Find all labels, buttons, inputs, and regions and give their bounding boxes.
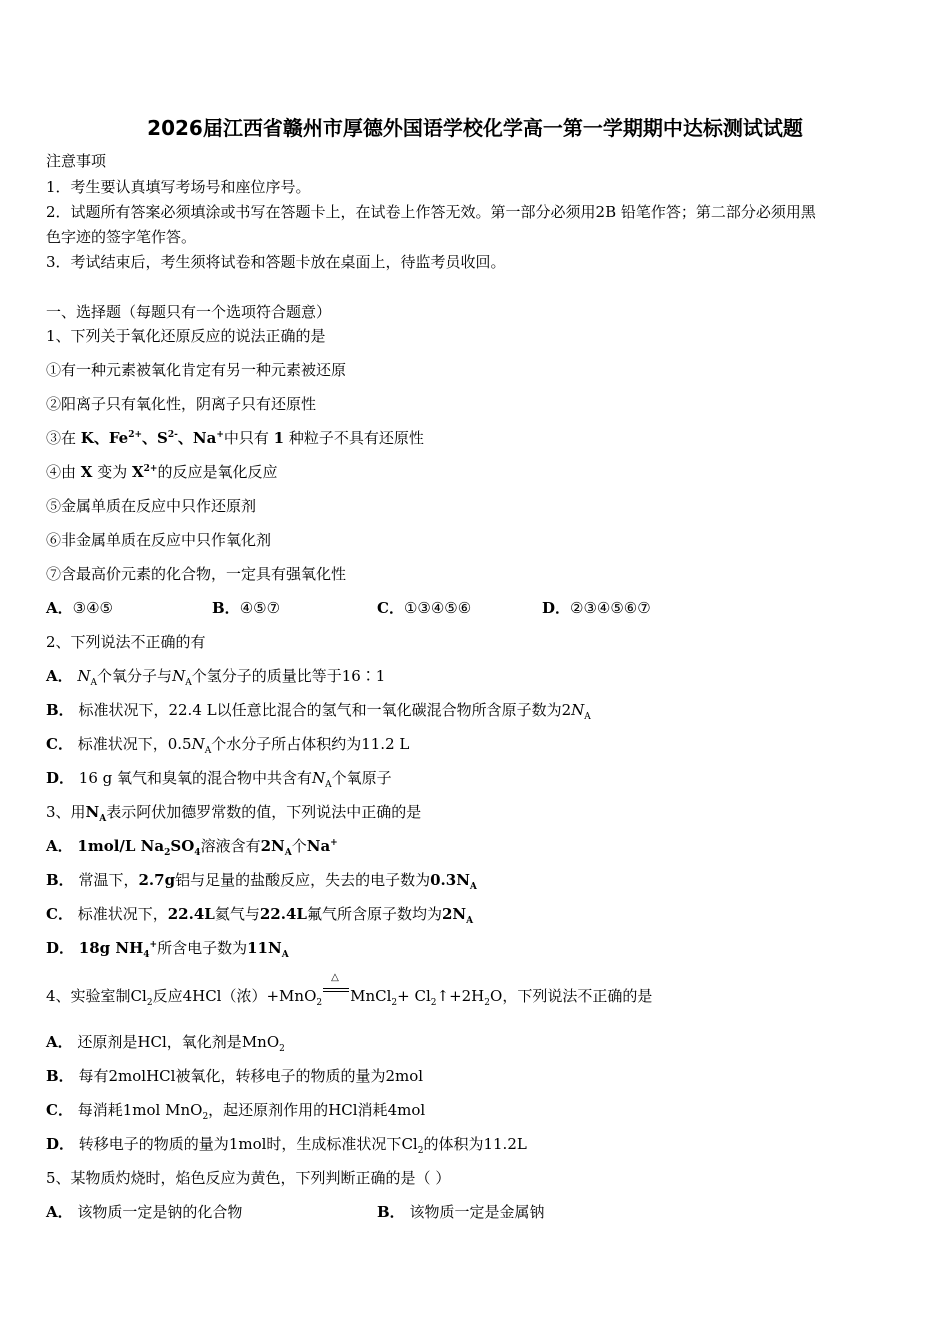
q1-option-a[interactable]: A．③④⑤ [46, 599, 113, 617]
section-heading: 一、选择题（每题只有一个选项符合题意） [46, 303, 332, 321]
q1-statement-7: ⑦含最高价元素的化合物，一定具有强氧化性 [46, 565, 347, 583]
q3-option-d[interactable]: D． 18g $NH_4^+$所含电子数为$11N_A$ [46, 939, 289, 960]
q2-option-a[interactable]: A． $N_A$个氧分子与$N_A$个氢分子的质量比等于16∶1 [46, 667, 386, 688]
q1-statement-6: ⑥非金属单质在反应中只作氧化剂 [46, 531, 272, 549]
q1-option-c[interactable]: C．①③④⑤⑥ [377, 599, 472, 617]
question-5-stem: 5、某物质灼烧时，焰色反应为黄色，下列判断正确的是（ ） [46, 1169, 451, 1187]
q1-statement-4: ④由 X 变为 $X^{2+}$的反应是氧化反应 [46, 463, 278, 481]
question-2-stem: 2、下列说法不正确的有 [46, 633, 206, 651]
q2-option-c[interactable]: C． 标准状况下，$0.5N_A$个水分子所占体积约为11.2 L [46, 735, 410, 756]
q4-option-c[interactable]: C． 每消耗1mol MnO$_2$，起还原剂作用的HCl消耗4mol [46, 1101, 426, 1122]
question-1-stem: 1、下列关于氧化还原反应的说法正确的是 [46, 327, 326, 345]
notice-item: 2．试题所有答案必须填涂或书写在答题卡上，在试卷上作答无效。第一部分必须用2B 铅笔作答；第二部分必须用黑 [46, 203, 816, 221]
q1-option-d[interactable]: D．②③④⑤⑥⑦ [542, 599, 651, 617]
notice-item: 3．考试结束后，考生须将试卷和答题卡放在桌面上，待监考员收回。 [46, 253, 506, 271]
q2-option-d[interactable]: D． 16 g 氧气和臭氧的混合物中共含有$N_A$个氧原子 [46, 769, 392, 790]
q1-statement-5: ⑤金属单质在反应中只作还原剂 [46, 497, 257, 515]
q4-option-d[interactable]: D． 转移电子的物质的量为1mol时，生成标准状况下$Cl_2$的体积为11.2L [46, 1135, 527, 1156]
q1-option-b[interactable]: B．④⑤⑦ [212, 599, 281, 617]
q5-option-b[interactable]: B． 该物质一定是金属钠 [377, 1203, 545, 1221]
notice-heading: 注意事项 [46, 152, 107, 170]
q4-option-a[interactable]: A． 还原剂是HCl，氧化剂是MnO$_2$ [46, 1033, 285, 1054]
page-title: 2026届江西省赣州市厚德外国语学校化学高一第一学期期中达标测试试题 [147, 116, 803, 140]
q1-statement-3: ③在 K、$Fe^{2+}$、$S^{2-}$、Na+中只有 1 种粒子不具有还原性 [46, 429, 424, 447]
q3-option-a[interactable]: A． 1mol/L $Na_2SO_4$溶液含有$2N_A$个Na+ [46, 837, 338, 858]
q1-statement-1: ①有一种元素被氧化肯定有另一种元素被还原 [46, 361, 347, 379]
question-3-stem: 3、用$N_A$表示阿伏加德罗常数的值，下列说法中正确的是 [46, 803, 422, 824]
q4-option-b[interactable]: B． 每有2molHCl被氧化，转移电子的物质的量为2mol [46, 1067, 424, 1085]
q3-option-c[interactable]: C． 标准状况下，22.4L氦气与22.4L氟气所含原子数均为$2N_A$ [46, 905, 474, 926]
question-4-stem: 4、实验室制$Cl_2$反应4HCl（浓）+MnO$_2$ △ MnCl$_2$+ $Cl_2↑+2H_2O$，下列说法不正确的是 [46, 972, 653, 1008]
notice-item: 1．考生要认真填写考场号和座位序号。 [46, 178, 311, 196]
q1-statement-2: ②阳离子只有氧化性，阴离子只有还原性 [46, 395, 317, 413]
q5-option-a[interactable]: A． 该物质一定是钠的化合物 [46, 1203, 243, 1221]
q3-option-b[interactable]: B． 常温下，2.7g铝与足量的盐酸反应，失去的电子数为$0.3N_A$ [46, 871, 477, 892]
heating-equals-sign: △ [323, 987, 349, 1001]
notice-item: 色字迹的签字笔作答。 [46, 228, 197, 246]
q2-option-b[interactable]: B． 标准状况下，22.4 L以任意比混合的氢气和一氧化碳混合物所含原子数为$2N_A$ [46, 701, 591, 722]
